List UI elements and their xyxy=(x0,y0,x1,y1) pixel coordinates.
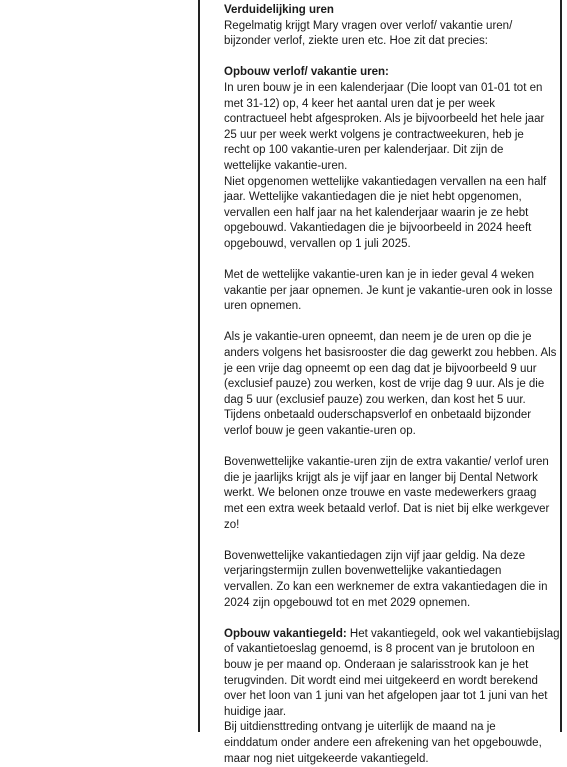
text-line: anders volgens het basisrooster die dag gewerkt zou hebben. Als xyxy=(224,346,558,362)
buildup-heading: Opbouw verlof/ vakantie uren: xyxy=(224,65,558,81)
text-line: vakantie per jaar opnemen. Je kunt je vakantie-uren ook in losse xyxy=(224,284,558,300)
text-line: dag 5 uur (exclusief pauze) zou werken, dan kost het 5 uur. xyxy=(224,393,558,409)
section-title: Verduidelijking uren xyxy=(224,3,558,19)
text-line: Bovenwettelijke vakantie-uren zijn de extra vakantie/ verlof uren xyxy=(224,455,558,471)
text-line: terugvinden. Dit wordt eind mei uitgekeerd en wordt berekend xyxy=(224,674,558,690)
buildup-paragraph xyxy=(224,65,558,252)
text-line: opgebouwd, vervallen op 1 juli 2025. xyxy=(224,237,558,253)
text-line: uren opnemen. xyxy=(224,299,558,315)
text-line: met een extra week betaald verlof. Dat is niet bij elke werkgever xyxy=(224,502,558,518)
text-line: huidige jaar. xyxy=(224,705,558,721)
text-line: verjaringstermijn zullen bovenwettelijke vakantiedagen xyxy=(224,564,558,580)
text-line: In uren bouw je in een kalenderjaar (Die loopt van 01-01 tot en xyxy=(224,81,558,97)
document-body xyxy=(224,3,558,767)
text-line: Regelmatig krijgt Mary vragen over verlof/ vakantie uren/ xyxy=(224,19,558,35)
text-line: je een vrije dag opneemt op een dag dat je bijvoorbeeld 9 uur xyxy=(224,362,558,378)
allowance-first-line xyxy=(224,627,558,643)
text-line: die je jaarlijks krijgt als je vijf jaar en langer bij Dental Network xyxy=(224,471,558,487)
table-border-left xyxy=(198,0,200,732)
text-line: werkt. We belonen onze trouwe en vaste medewerkers graag xyxy=(224,486,558,502)
text-line: contractueel hebt afgesproken. Als je bijvoorbeeld het hele jaar xyxy=(224,112,558,128)
text-line: over het loon van 1 juni van het afgelopen jaar tot 1 juni van het xyxy=(224,689,558,705)
text-line: bijzonder verlof, ziekte uren etc. Hoe zit dat precies: xyxy=(224,34,558,50)
text-line: Als je vakantie-uren opneemt, dan neem je de uren op die je xyxy=(224,330,558,346)
text-line: Met de wettelijke vakantie-uren kan je in ieder geval 4 weken xyxy=(224,268,558,284)
text-line: wettelijke vakantie-uren. xyxy=(224,159,558,175)
intro-paragraph xyxy=(224,3,558,50)
text-line: einddatum onder andere een afrekening van het opgebouwde, xyxy=(224,736,558,752)
text-line: jaar. Wettelijke vakantiedagen die je niet hebt opgenomen, xyxy=(224,190,558,206)
text-line: recht op 100 vakantie-uren per kalenderjaar. Dit zijn de xyxy=(224,143,558,159)
table-border-right xyxy=(560,0,562,732)
text-line: met 31-12) op, 4 keer het aantal uren dat je per week xyxy=(224,97,558,113)
text-line: of vakantietoeslag genoemd, is 8 procent van je brutoloon en xyxy=(224,642,558,658)
text-line: Bovenwettelijke vakantiedagen zijn vijf jaar geldig. Na deze xyxy=(224,549,558,565)
validity-paragraph xyxy=(224,549,558,611)
text-line: vervallen. Zo kan een werknemer de extra vakantiedagen die in xyxy=(224,580,558,596)
text-line: bouw je per maand op. Onderaan je salarisstrook kan je het xyxy=(224,658,558,674)
take-hours-paragraph xyxy=(224,268,558,315)
text-line: opgebouwd. Vakantiedagen die je bijvoorbeeld in 2024 heeft xyxy=(224,221,558,237)
text-line: Tijdens onbetaald ouderschapsverlof en onbetaald bijzonder xyxy=(224,408,558,424)
text-line: zo! xyxy=(224,518,558,534)
text-line: (exclusief pauze) zou werken, kost de vrije dag 9 uur. Als je die xyxy=(224,377,558,393)
text-line: vervallen een half jaar na het kalenderjaar waarin je ze hebt xyxy=(224,206,558,222)
extra-hours-paragraph xyxy=(224,455,558,533)
text-line: 2024 zijn opgebouwd tot en met 2029 opnemen. xyxy=(224,596,558,612)
text-line: Bij uitdiensttreding ontvang je uiterlijk de maand na je xyxy=(224,720,558,736)
text-line: 25 uur per week werkt volgens je contractweekuren, heb je xyxy=(224,128,558,144)
hours-cost-paragraph xyxy=(224,330,558,439)
text-line: Niet opgenomen wettelijke vakantiedagen vervallen na een half xyxy=(224,175,558,191)
text-fragment: Het vakantiegeld, ook wel vakantiebijslag xyxy=(347,628,560,640)
allowance-heading: Opbouw vakantiegeld: xyxy=(224,628,347,640)
text-line: verlof bouw je geen vakantie-uren op. xyxy=(224,424,558,440)
allowance-paragraph xyxy=(224,627,558,767)
text-line: maar nog niet uitgekeerde vakantiegeld. xyxy=(224,752,558,767)
